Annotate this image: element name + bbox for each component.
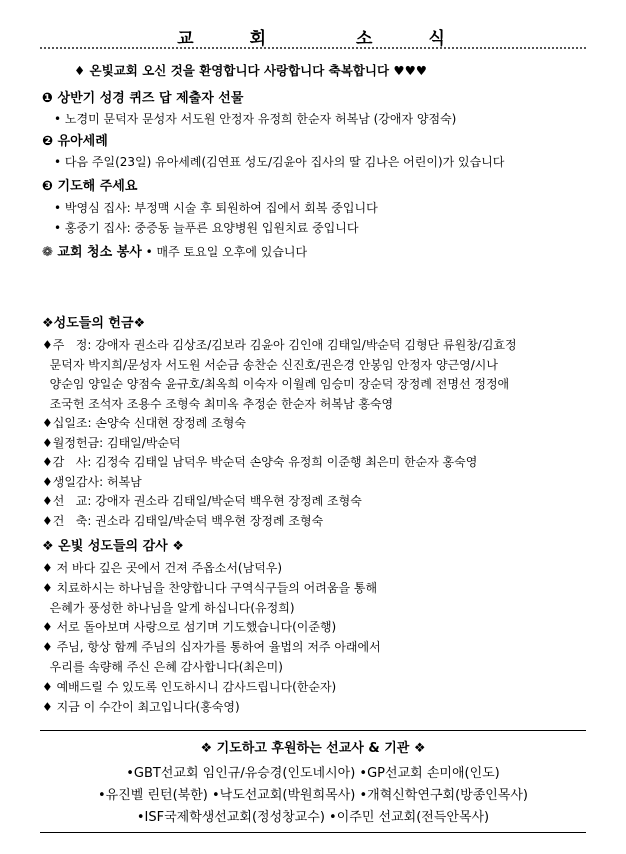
cleaning-line (42, 243, 307, 262)
section-heading: ❶ 상반기 성경 퀴즈 답 제출자 선물 (42, 91, 244, 106)
thanks-line: ♦ 예배드릴 수 있도록 인도하시니 감사드립니다(한순자) (42, 679, 337, 694)
box-bottom-border (40, 832, 586, 833)
offering-line: ♦십일조: 손양숙 신대현 장정례 조형숙 (42, 416, 246, 430)
missions-row: •GBT선교회 임인규/유승경(인도네시아) •GP선교회 손미애(인도) (126, 766, 500, 781)
offering-line: ♦감 사: 김정숙 김태일 남덕우 박순덕 손양숙 유정희 이준행 최은미 한순자 홍숙영 (42, 455, 478, 469)
offering-line: ♦월정헌금: 김태일/박순덕 (42, 435, 181, 450)
thanks-line: 은혜가 풍성한 하나님을 알게 하십니다(유정희) (42, 600, 295, 615)
welcome-text: ♦ 온빛교회 오신 것을 환영합니다 사랑합니다 축복합니다 ♥♥♥ (74, 63, 428, 78)
list-item: • 노경미 문덕자 문성자 서도원 안정자 유정희 한순자 허복남 (강애자 양점숙) (54, 112, 457, 126)
missions-heading: ❖ 기도하고 후원하는 선교사 & 기관 ❖ (200, 741, 426, 756)
page-title (0, 24, 626, 49)
title-char: 회 (249, 29, 270, 49)
list-item: • 다음 주일(23일) 유아세례(김연표 성도/김윤아 집사의 딸 김나은 어린이)가 있습니다 (54, 155, 505, 169)
cleaning-text: • 매주 토요일 오후에 있습니다 (145, 245, 308, 259)
box-top-border (40, 730, 586, 731)
cleaning-heading: ❁ 교회 청소 봉사 (42, 245, 142, 260)
missions-row: •ISF국제학생선교회(정성창교수) •이주민 선교회(전득안목사) (136, 810, 490, 825)
offering-line: 조국헌 조석자 조용수 조형숙 최미옥 추정순 한순자 허복남 홍숙영 (42, 396, 394, 411)
list-item: • 홍중기 집사: 중증동 늘푸른 요양병원 입원치료 중입니다 (54, 221, 359, 235)
thanks-line: 우리를 속량해 주신 은혜 감사합니다(최은미) (42, 660, 283, 674)
title-char: 교 (177, 29, 198, 49)
offering-heading: ❖성도들의 헌금❖ (42, 316, 146, 331)
thanks-line: ♦ 저 바다 깊은 곳에서 건져 주옵소서(남덕우) (42, 561, 283, 575)
section-heading: ❸ 기도해 주세요 (42, 179, 138, 194)
thanks-line: ♦ 서로 돌아보며 사랑으로 섬기며 기도했습니다(이준행) (42, 620, 337, 635)
thanks-line: ♦ 치료하시는 하나님을 찬양합니다 구역식구들의 어려움을 통해 (42, 580, 378, 595)
offering-line: 문덕자 박지희/문성자 서도원 서순금 송찬순 신진호/권은경 안봉임 안정자 양근영/시나 (42, 357, 498, 372)
offering-line: 양순임 양일순 양점숙 윤규호/최옥희 이숙자 이월례 임승미 장순덕 장정례 전명선 정정애 (42, 377, 510, 391)
title-char: 소 (356, 29, 377, 49)
thanks-line: ♦ 지금 이 수간이 최고입니다(홍숙영) (42, 699, 240, 714)
missions-row: •유진벨 린턴(북한) •낙도선교회(박원희목사) •개혁신학연구회(방종인목사) (97, 788, 528, 803)
thanks-heading: ❖ 온빛 성도들의 감사 ❖ (42, 539, 184, 554)
offering-line: ♦생일감사: 허복남 (42, 474, 142, 489)
thanks-line: ♦ 주님, 항상 함께 주님의 십자가를 통하여 율법의 저주 아래에서 (42, 640, 381, 655)
list-item: • 박영심 집사: 부정맥 시술 후 퇴원하여 집에서 회복 중입니다 (54, 201, 378, 215)
offering-line: ♦건 축: 권소라 김태일/박순덕 백우현 장정례 조형숙 (42, 513, 324, 528)
dotted-divider (40, 47, 586, 49)
title-char: 식 (428, 29, 449, 49)
section-heading: ❷ 유아세례 (42, 134, 108, 149)
offering-line: ♦선 교: 강애자 권소라 김태일/박순덕 백우현 장정례 조형숙 (42, 494, 362, 508)
offering-line: ♦주 정: 강애자 권소라 김상조/김보라 김윤아 김인애 김태일/박순덕 김형단 류원창/김효정 (42, 338, 517, 352)
